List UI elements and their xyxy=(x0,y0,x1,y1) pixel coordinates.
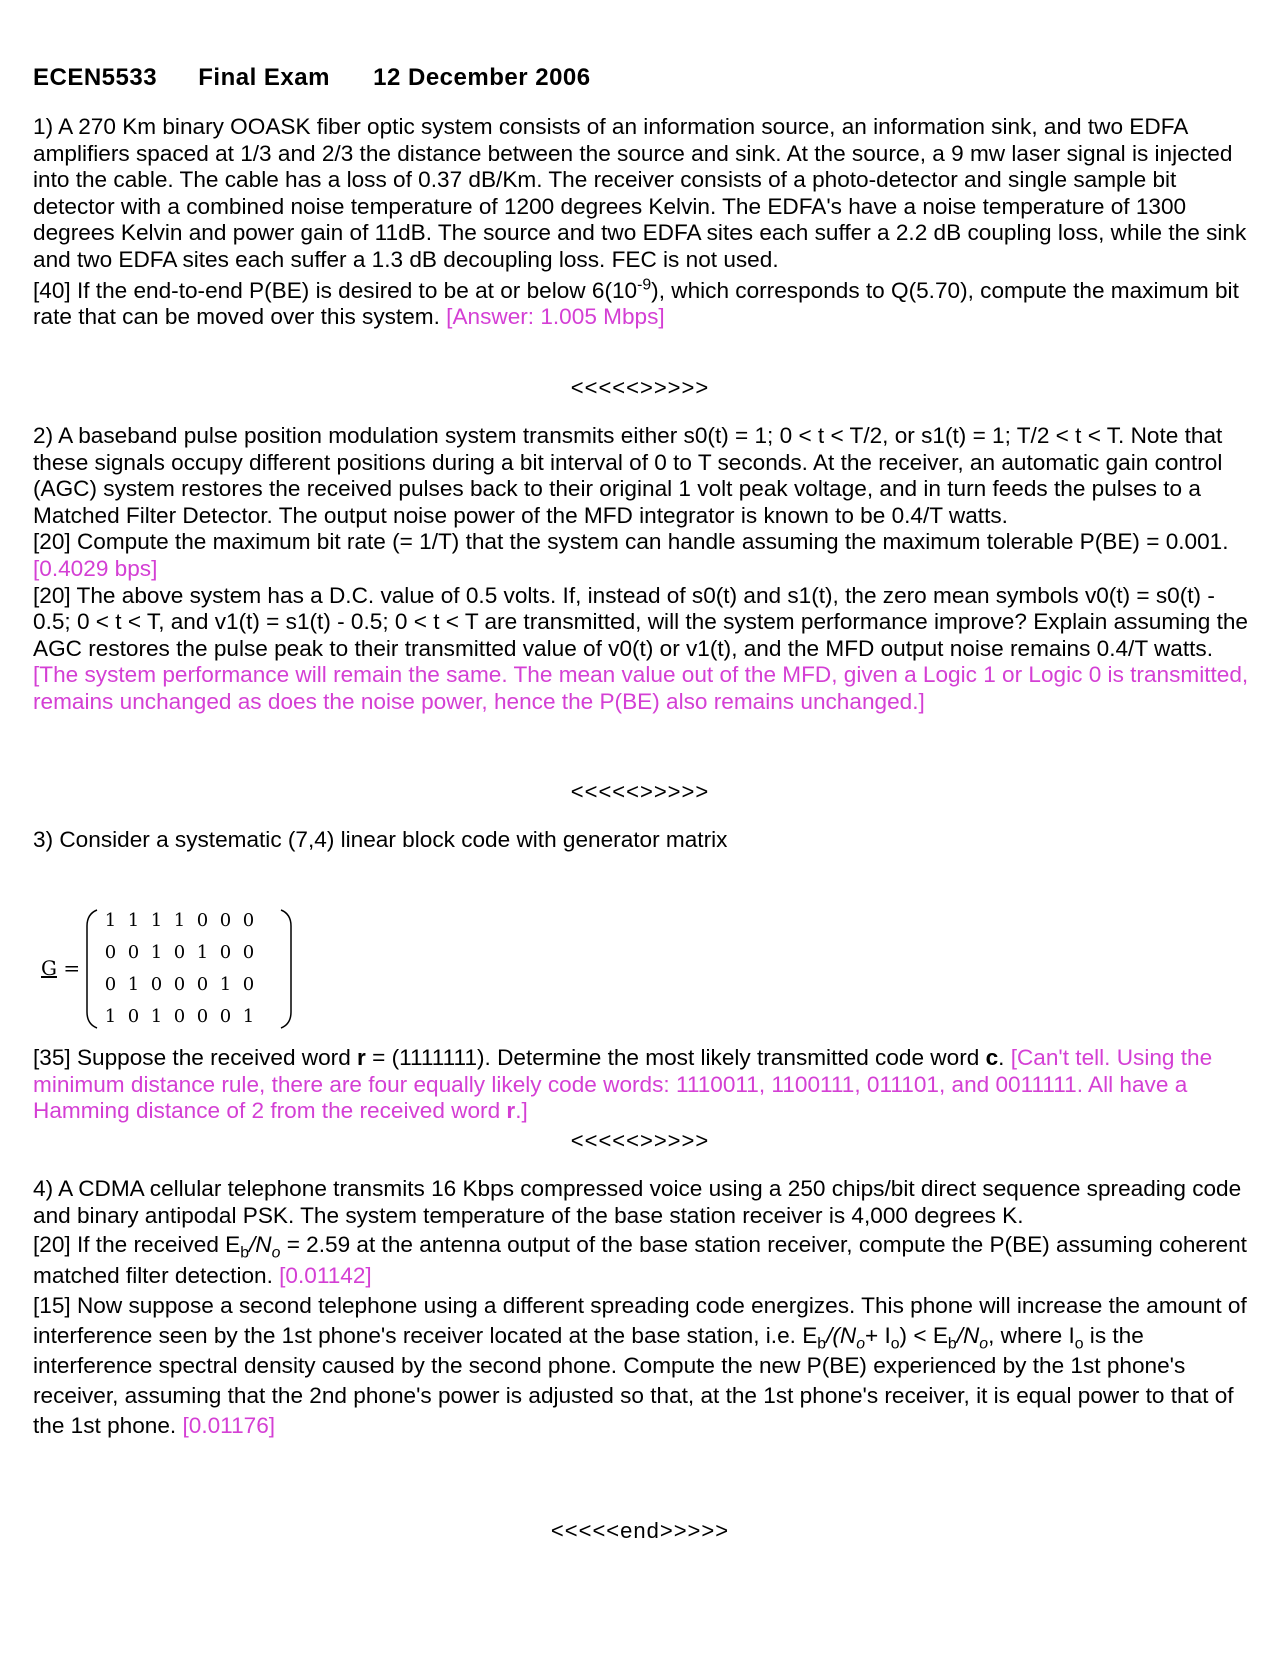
matrix-cell: 0 xyxy=(196,1006,209,1027)
question-3-part-a-end: . xyxy=(998,1045,1005,1070)
question-4-part-b-answer: [0.01176] xyxy=(182,1413,276,1439)
matrix-cell: 0 xyxy=(196,910,209,931)
question-1-part-a xyxy=(33,278,1258,331)
matrix-cell: 1 xyxy=(104,1006,117,1027)
matrix-row-4 xyxy=(99,1006,260,1027)
code-word-symbol: c xyxy=(985,1045,999,1070)
question-4-part-a-text: [20] If the received E xyxy=(33,1232,241,1258)
matrix-symbol: G xyxy=(41,956,57,980)
matrix-cell: 1 xyxy=(150,942,163,963)
question-4-part-a-answer: [0.01142] xyxy=(279,1263,372,1289)
matrix-cell: 0 xyxy=(219,1006,232,1027)
question-2-part-b-text: [20] The above system has a D.C. value of 0.5 volts. If, instead of s0(t) and s1(t), the zero mean symbols v0(t) = s0(t) - 0.5; 0 < t < T, and v1(t) = s1(t) - 0.5; 0 < t < T are transmitted, will the system performance improve? Explain assuming the AGC restores the pulse peak to their transmitted value of v0(t) or v1(t), and the MFD output noise remains 0.4/T watts. xyxy=(33,582,1248,661)
question-4-part-a-text-cont: = 2.59 at the antenna output of the base station receiver, compute the P(BE) assuming coherent matched filter detection. xyxy=(33,1232,1247,1289)
matrix-cell: 0 xyxy=(104,974,117,995)
question-2 xyxy=(33,423,1258,716)
generator-matrix xyxy=(33,906,263,1032)
question-3-part-a xyxy=(33,1045,1258,1125)
question-2-part-a-answer: [0.4029 bps] xyxy=(33,555,158,581)
matrix-equals: = xyxy=(63,956,81,980)
question-3-text: 3) Consider a systematic (7,4) linear block code with generator matrix xyxy=(33,827,728,852)
interference-text: , where I xyxy=(988,1323,1075,1349)
matrix-cell: 0 xyxy=(242,910,255,931)
question-4-part-b-text-cont: is the interference spectral density caused by the second phone. Compute the new P(BE) experienced by the 1st phone's receiver, assuming that the 2nd phone's power is adjusted so that, at the 1st phone's receiver, it is equal power to that of the 1st phone. xyxy=(33,1323,1234,1439)
question-4-part-a xyxy=(33,1229,1258,1291)
subscript-o: o xyxy=(1074,1335,1084,1353)
matrix-row-3 xyxy=(99,974,260,995)
exam-title: Final Exam xyxy=(198,64,330,91)
subscript-o: o xyxy=(856,1335,865,1353)
subscript-o: o xyxy=(979,1335,989,1353)
question-4-part-b xyxy=(33,1291,1258,1441)
matrix-cell: 0 xyxy=(242,942,255,963)
question-2-part-a xyxy=(33,529,1258,582)
matrix-cell: 0 xyxy=(173,942,186,963)
interference-symbol: + I xyxy=(865,1323,891,1349)
matrix-cell: 0 xyxy=(127,942,140,963)
matrix-cell: 1 xyxy=(242,1006,255,1027)
subscript-b: b xyxy=(240,1244,250,1262)
question-2-part-b xyxy=(33,583,1258,716)
question-3-part-a-text-cont: = (1111111). Determine the most likely transmitted code word xyxy=(365,1045,986,1070)
subscript-b: b xyxy=(947,1335,957,1353)
matrix-cell: 0 xyxy=(150,974,163,995)
question-3-answer-end: .] xyxy=(515,1098,528,1124)
matrix-cell: 0 xyxy=(242,974,255,995)
separator-2: <<<<<>>>>> xyxy=(570,779,710,804)
noise-symbol: /(N xyxy=(826,1323,857,1349)
question-3-part-a-text: [35] Suppose the received word xyxy=(33,1045,358,1070)
matrix-cell: 0 xyxy=(196,974,209,995)
question-1-part-a-text: [40] If the end-to-end P(BE) is desired to be at or below 6(10 xyxy=(33,277,638,303)
matrix-cell: 0 xyxy=(104,942,117,963)
answer-received-word-symbol: r xyxy=(506,1098,516,1124)
received-word-symbol: r xyxy=(357,1045,366,1070)
subscript-o: o xyxy=(890,1335,900,1353)
question-2-part-b-answer: [The system performance will remain the same. The mean value out of the MFD, given a Logic 1 or Logic 0 is transmitted, remains unchanged as does the noise power, hence the P(BE) also remains unchanged.] xyxy=(33,662,1249,714)
subscript-o: o xyxy=(271,1244,281,1262)
matrix-cell: 1 xyxy=(196,942,209,963)
matrix-cell: 1 xyxy=(104,910,117,931)
question-4-part-b-text: [15] Now suppose a second telephone using a different spreading code energizes. This phone will increase the amount of interference seen by the 1st phone's receiver located at the base station, i.e. E xyxy=(33,1293,1247,1349)
matrix-row-2 xyxy=(99,942,260,963)
exam-header xyxy=(33,64,591,92)
question-1 xyxy=(33,114,1258,331)
matrix-row-1 xyxy=(99,910,260,931)
noise-symbol: /N xyxy=(249,1232,272,1258)
question-2-text: 2) A baseband pulse position modulation system transmits either s0(t) = 1; 0 < t < T/2, or s1(t) = 1; T/2 < t < T. Note that these signals occupy different positions during a bit interval of 0 to T seconds. At the receiver, an automatic gain control (AGC) system restores the received pulses back to their original 1 volt peak voltage, and in turn feeds the pulses to a Matched Filter Detector. The output noise power of the MFD integrator is known to be 0.4/T watts. xyxy=(33,423,1223,528)
inequality-text: ) < E xyxy=(899,1323,948,1349)
question-3-answer-text: [Can't tell. Using the minimum distance rule, there are four equally likely code words: 1110011, 1100111, 011101, and 0011111. All have a Hamming distance of 2 from the received word xyxy=(33,1045,1213,1124)
question-4 xyxy=(33,1176,1258,1441)
matrix-cell: 0 xyxy=(219,910,232,931)
question-2-part-a-text: [20] Compute the maximum bit rate (= 1/T) that the system can handle assuming the maximum tolerable P(BE) = 0.001. xyxy=(33,529,1229,555)
course-code: ECEN5533 xyxy=(33,64,158,91)
exam-date: 12 December 2006 xyxy=(373,64,591,91)
matrix-cell: 1 xyxy=(173,910,186,931)
matrix-cell: 1 xyxy=(127,910,140,931)
matrix-cell: 1 xyxy=(150,1006,163,1027)
noise-symbol: /N xyxy=(956,1323,980,1349)
matrix-cell: 0 xyxy=(173,974,186,995)
question-1-text: 1) A 270 Km binary OOASK fiber optic system consists of an information source, an information sink, and two EDFA amplifiers spaced at 1/3 and 2/3 the distance between the source and sink. At the source, a 9 mw laser signal is injected into the cable. The cable has a loss of 0.37 dB/Km. The receiver consists of a photo-detector and single sample bit detector with a combined noise temperature of 1200 degrees Kelvin. The EDFA's have a noise temperature of 1300 degrees Kelvin and power gain of 11dB. The source and two EDFA sites each suffer a 2.2 dB coupling loss, while the sink and two EDFA sites each suffer a 1.3 dB decoupling loss. FEC is not used. xyxy=(33,114,1247,272)
question-3 xyxy=(33,827,1258,854)
matrix-cell: 1 xyxy=(127,974,140,995)
question-1-answer: [Answer: 1.005 Mbps] xyxy=(446,304,665,330)
matrix-cell: 0 xyxy=(219,942,232,963)
exponent: -9 xyxy=(637,276,652,294)
end-marker: <<<<<end>>>>> xyxy=(550,1518,730,1543)
separator-3: <<<<<>>>>> xyxy=(570,1128,710,1153)
question-3-part-a-line xyxy=(33,1045,1258,1125)
matrix-cell: 0 xyxy=(173,1006,186,1027)
matrix-cell: 1 xyxy=(150,910,163,931)
matrix-cell: 0 xyxy=(127,1006,140,1027)
subscript-b: b xyxy=(817,1335,827,1353)
separator-1: <<<<<>>>>> xyxy=(570,375,710,400)
question-4-text: 4) A CDMA cellular telephone transmits 16 Kbps compressed voice using a 250 chips/bit direct sequence spreading code and binary antipodal PSK. The system temperature of the base station receiver is 4,000 degrees K. xyxy=(33,1176,1242,1228)
matrix-cell: 1 xyxy=(219,974,232,995)
matrix-label xyxy=(41,956,80,980)
question-1-part-a-text-cont: ), which corresponds to Q(5.70), compute the maximum bit rate that can be moved over this system. xyxy=(33,277,1239,330)
